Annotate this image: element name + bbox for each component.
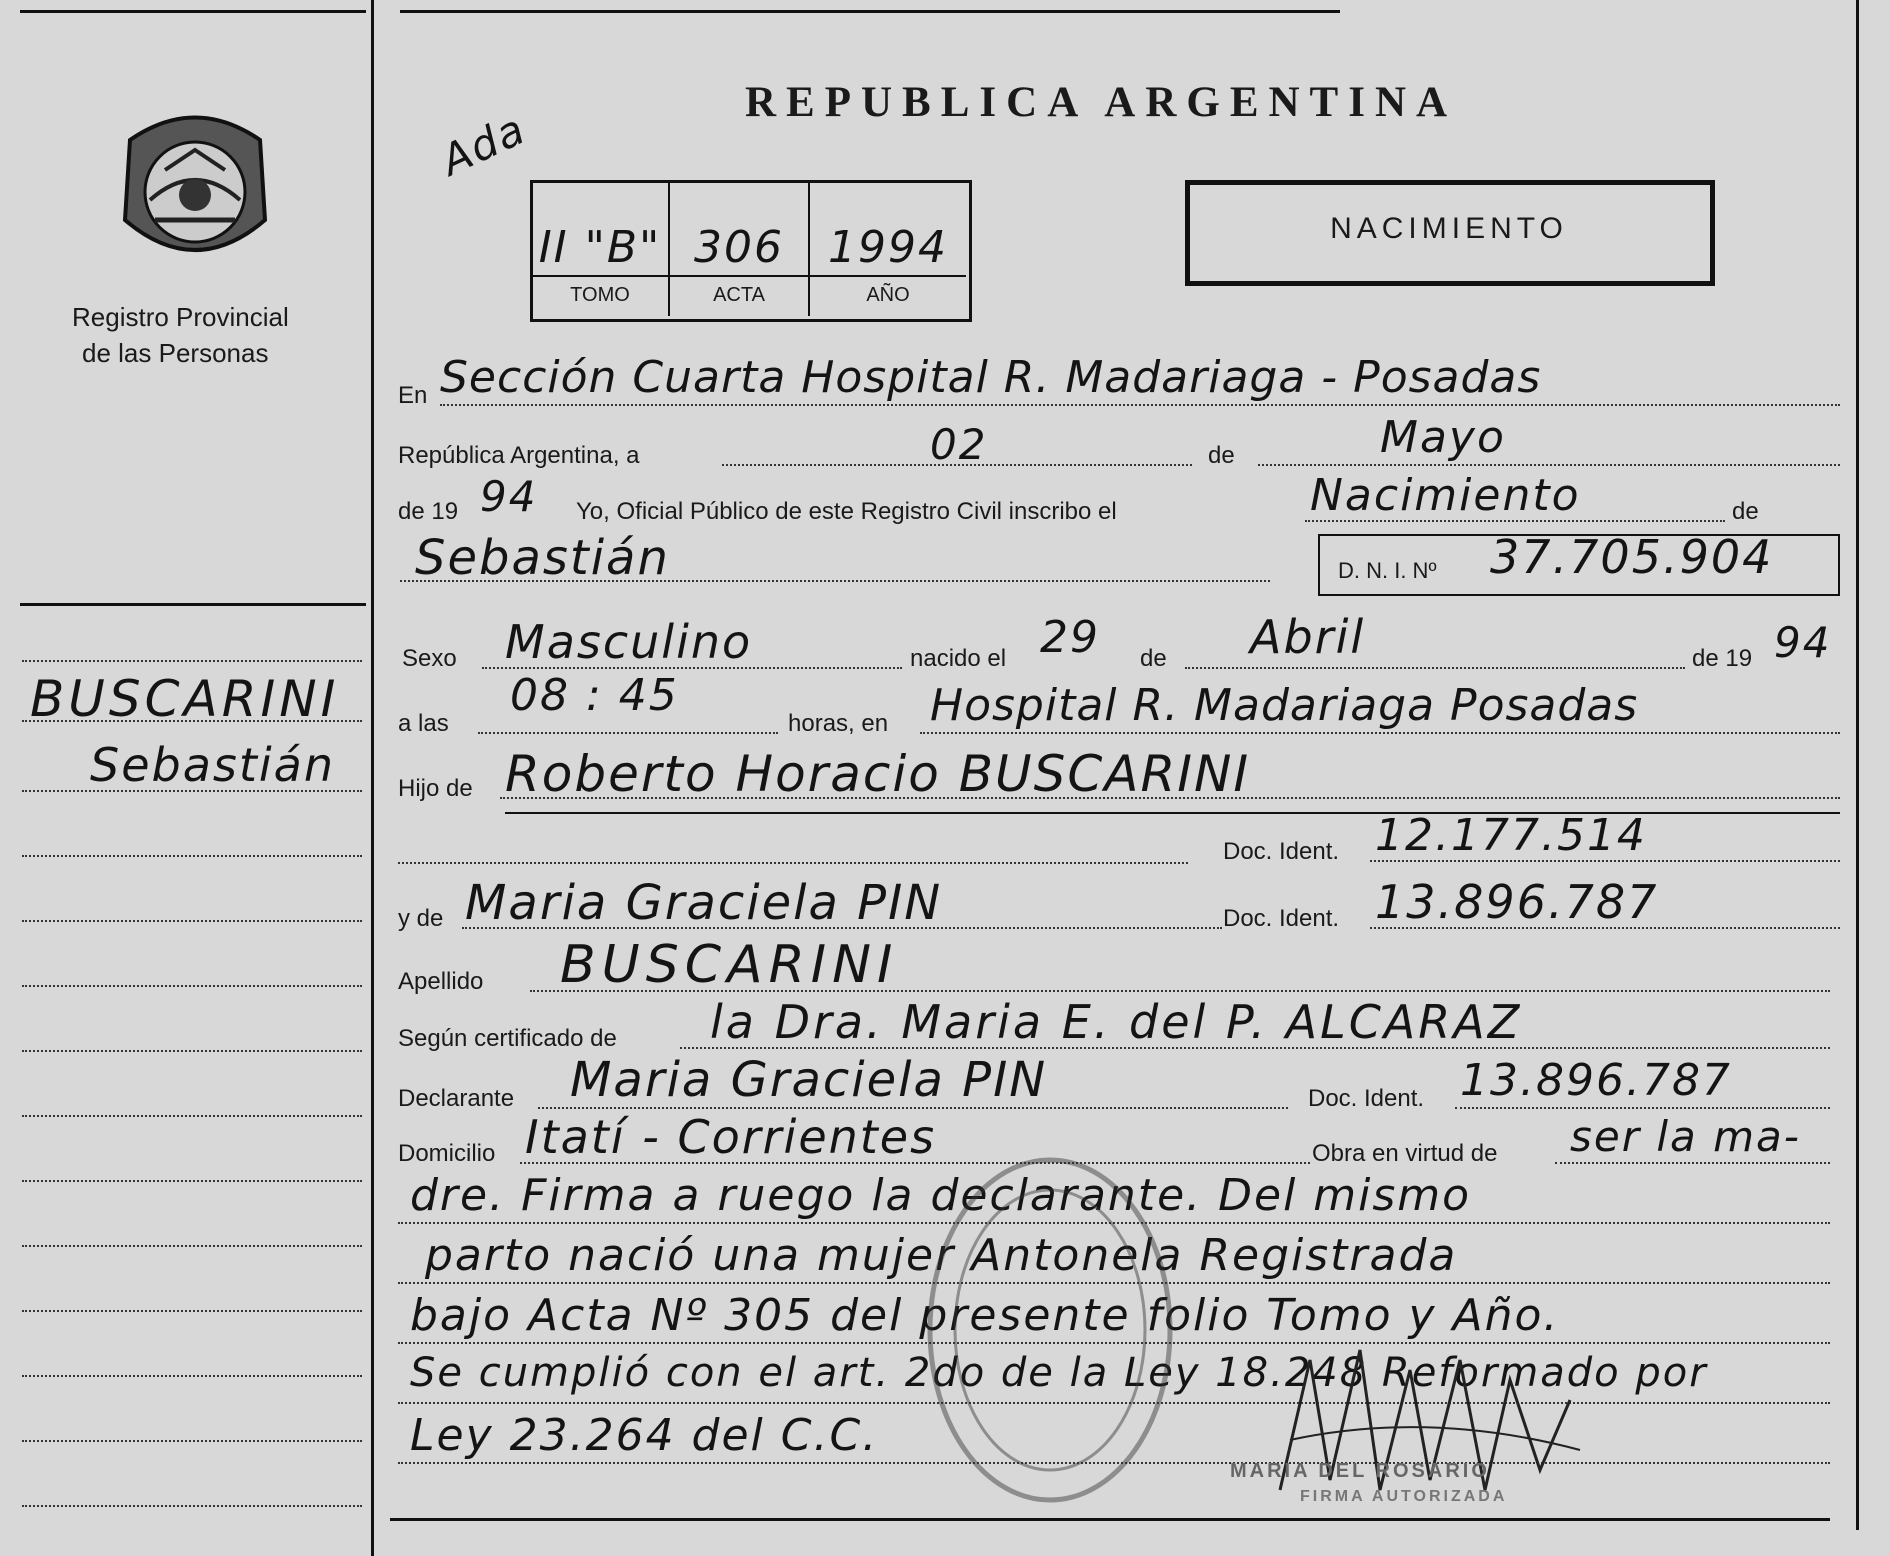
left-border-line: [371, 0, 374, 1556]
value-certificado: la Dra. Maria E. del P. ALCARAZ: [710, 995, 1523, 1049]
label-dni: D. N. I. Nº: [1338, 558, 1437, 583]
doc-type-label: NACIMIENTO: [1330, 212, 1568, 245]
value-obs-5: Ley 23.264 del C.C.: [410, 1410, 879, 1461]
value-padre-doc: 12.177.514: [1375, 810, 1647, 861]
value-nombre: Sebastián: [415, 530, 670, 586]
margin-line: [22, 855, 362, 857]
value-obs-1: dre. Firma a ruego la declarante. Del mismo: [410, 1170, 1472, 1221]
value-nac-mes: Abril: [1250, 610, 1366, 664]
tomo-label: TOMO: [570, 284, 630, 306]
line-seccion: [440, 404, 1840, 406]
stamp-line-1: MARIA DEL ROSARIO: [1230, 1460, 1490, 1482]
value-obs-3: bajo Acta Nº 305 del presente folio Tomo y Año.: [410, 1290, 1560, 1341]
value-domicilio: Itatí - Corrientes: [525, 1110, 937, 1164]
label-obra: Obra en virtud de: [1312, 1140, 1498, 1167]
value-anio: 94: [480, 472, 538, 521]
label-republica: República Argentina, a: [398, 442, 640, 469]
value-madre-doc: 13.896.787: [1375, 875, 1659, 929]
label-declarante: Declarante: [398, 1085, 515, 1112]
margin-line: [22, 1505, 362, 1507]
value-padre: Roberto Horacio BUSCARINI: [505, 745, 1251, 803]
margin-line: [22, 1180, 362, 1182]
label-de-nombre: de: [1732, 498, 1759, 525]
right-border-line: [1856, 0, 1859, 1530]
margin-surname: BUSCARINI: [30, 670, 340, 728]
margin-divider: [20, 603, 366, 606]
margin-line: [22, 1440, 362, 1442]
value-seccion: Sección Cuarta Hospital R. Madariaga - Posadas: [440, 352, 1542, 403]
label-domicilio: Domicilio: [398, 1140, 496, 1167]
page-title: REPUBLICA ARGENTINA: [745, 79, 1458, 126]
line-lugar: [920, 732, 1840, 734]
value-hora: 08 : 45: [510, 670, 679, 721]
value-madre: Maria Graciela PIN: [465, 875, 943, 931]
label-nacido-el: nacido el: [910, 645, 1007, 672]
line-mes: [1258, 464, 1840, 466]
label-apellido: Apellido: [398, 968, 484, 995]
value-dni: 37.705.904: [1490, 530, 1774, 584]
line-declarante-doc: [1455, 1107, 1830, 1109]
province-seal-icon: [110, 100, 280, 275]
margin-note: Ada: [433, 103, 534, 186]
top-rule-right: [400, 10, 1340, 13]
label-doc-ident-padre: Doc. Ident.: [1223, 838, 1340, 865]
line-nac-mes: [1185, 667, 1685, 669]
label-y-de: y de: [398, 905, 444, 932]
stamp-line-2: FIRMA AUTORIZADA: [1300, 1488, 1508, 1505]
value-sexo: Masculino: [505, 615, 753, 669]
margin-line: [22, 1245, 362, 1247]
line-padre-extra: [398, 862, 1188, 864]
bottom-rule: [390, 1518, 1830, 1521]
margin-line: [22, 985, 362, 987]
label-yo-oficial: Yo, Oficial Público de este Registro Civil inscribo el: [576, 498, 1117, 525]
margin-line: [22, 1115, 362, 1117]
anio-value: 1994: [828, 222, 948, 273]
value-apellido: BUSCARINI: [560, 935, 899, 995]
value-nac-dia: 29: [1040, 612, 1100, 663]
acta-label: ACTA: [713, 284, 765, 306]
label-doc-ident-declarante: Doc. Ident.: [1308, 1085, 1425, 1112]
acta-value: 306: [694, 222, 784, 273]
registry-label-line2: de las Personas: [82, 338, 269, 368]
label-sexo: Sexo: [402, 645, 457, 672]
registry-label-line1: Registro Provincial: [72, 302, 289, 332]
tomo-value: II "B": [538, 222, 662, 273]
line-obra: [1555, 1162, 1830, 1164]
label-doc-ident-madre: Doc. Ident.: [1223, 905, 1340, 932]
value-obra: ser la ma-: [1570, 1112, 1801, 1161]
label-segun: Según certificado de: [398, 1025, 617, 1052]
label-de-19: de 19: [398, 498, 459, 525]
value-lugar: Hospital R. Madariaga Posadas: [930, 680, 1639, 731]
label-horas-en: horas, en: [788, 710, 889, 737]
label-de-mes: de: [1208, 442, 1235, 469]
value-obs-2: parto nació una mujer Antonela Registrada: [425, 1230, 1458, 1281]
margin-line: [22, 660, 362, 662]
label-de-19-nac: de 19: [1692, 645, 1753, 672]
top-rule-left: [20, 10, 366, 13]
record-label-rule: [533, 275, 966, 277]
margin-line: [22, 1310, 362, 1312]
line-hora: [478, 732, 778, 734]
value-declarante: Maria Graciela PIN: [570, 1052, 1048, 1108]
record-divider-2: [808, 182, 810, 316]
margin-line: [22, 1375, 362, 1377]
margin-line: [22, 1050, 362, 1052]
margin-given-name: Sebastián: [90, 738, 336, 792]
official-round-stamp-icon: [920, 1150, 1180, 1510]
value-obs-4: Se cumplió con el art. 2do de la Ley 18.248 Reformado por: [410, 1350, 1708, 1396]
label-en: En: [398, 382, 428, 409]
value-inscribe: Nacimiento: [1310, 470, 1581, 521]
value-declarante-doc: 13.896.787: [1460, 1055, 1732, 1106]
label-a-las: a las: [398, 710, 449, 737]
anio-label: AÑO: [866, 284, 910, 306]
value-nac-anio: 94: [1774, 618, 1832, 667]
margin-line: [22, 920, 362, 922]
label-hijo-de: Hijo de: [398, 775, 473, 802]
value-dia: 02: [930, 420, 988, 469]
value-mes: Mayo: [1380, 412, 1506, 463]
label-de-nac: de: [1140, 645, 1167, 672]
record-divider-1: [668, 182, 670, 316]
